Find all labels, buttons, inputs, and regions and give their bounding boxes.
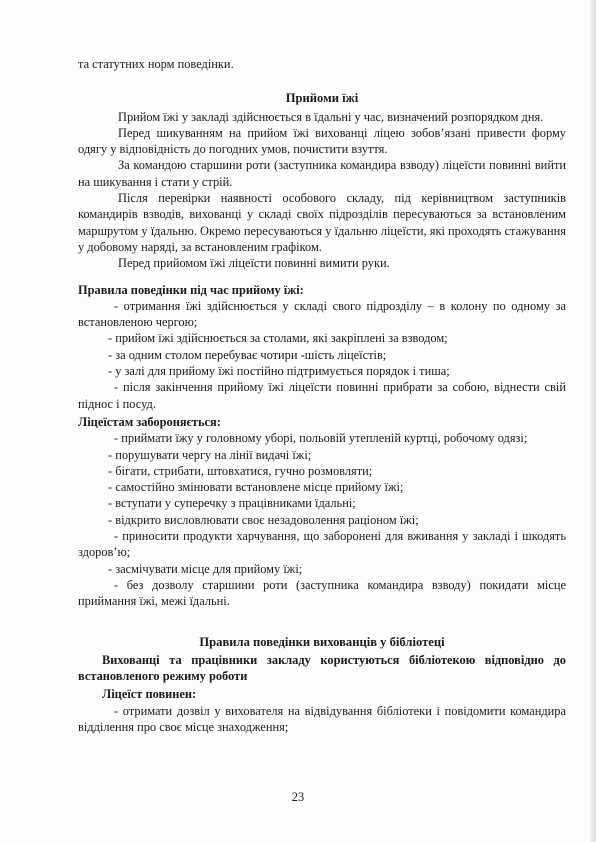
page-content: [78, 56, 566, 735]
meals-paragraph: Перед прийомом їжі ліцеїсти повинні вимити руки.: [118, 256, 390, 271]
page-number: 23: [291, 790, 305, 804]
meals-paragraph: Прийом їжі у закладі здійснюється в їдальні у час, визначений розпорядком дня.: [118, 109, 544, 124]
section-title-meals: Прийоми їжі: [285, 91, 359, 106]
meals-paragraph: Після перевірки наявності особового складу, під керівництвом заступників командирів взводів, вихованці у складі своїх підрозділів пересуваються за встановленим маршрутом у їдальню. Окремо пересуваються у їдальню ліцеїсти, які проходять стажування у добовому наряді, за встановленим графіком.: [78, 191, 566, 254]
rule-item: - у залі для прийому їжі постійно підтримується порядок і тиша;: [108, 364, 450, 379]
page-edge-shadow: [590, 0, 596, 842]
intro-line: та статутних норм поведінки.: [78, 57, 234, 71]
must-title: Ліцеїст повинен:: [102, 687, 197, 702]
forbidden-item: - приносити продукти харчування, що заборонені для вживання у закладі і шкодять здоров’ю;: [78, 529, 566, 560]
forbidden-item: - без дозволу старшини роти (заступника командира взводу) покидати місце приймання їжі, межі їдальні.: [78, 577, 566, 609]
forbidden-item: - бігати, стрибати, штовхатися, гучно розмовляти;: [108, 463, 373, 478]
forbidden-item: - вступати у суперечку з працівниками їдальні;: [108, 496, 356, 511]
rule-item: - отримання їжі здійснюється у складі свого підрозділу – в колону по одному за встановленою чергою;: [78, 298, 566, 330]
meals-paragraph: За командою старшини роти (заступника командира взводу) ліцеїсти повинні вийти на шикування і стати у стрій.: [78, 158, 566, 189]
rule-item: - після закінчення прийому їжі ліцеїсти повинні прибрати за собою, віднести свій піднос і посуд.: [78, 380, 566, 411]
forbidden-item: - приймати їжу у головному уборі, польовій утепленій куртці, робочому одязі;: [114, 431, 528, 446]
library-intro: Вихованці та працівники закладу користуються бібліотекою відповідно до встановленого режиму роботи: [78, 652, 566, 684]
forbidden-item: - порушувати чергу на лінії видачі їжі;: [108, 447, 312, 462]
forbidden-title: Ліцеїстам забороняється:: [78, 414, 221, 429]
forbidden-item: - засмічувати місце для прийому їжі;: [108, 561, 303, 576]
section-title-eating-rules: Правила поведінки під час прийому їжі:: [78, 282, 304, 297]
library-item: - отримати дозвіл у вихователя на відвідування бібліотеки і повідомити командира відділення про своє місце знаходження;: [78, 703, 566, 734]
meals-paragraph: Перед шикуванням на прийом їжі вихованці ліцею зобов’язані привести форму одягу у відповідність до погодних умов, почистити взуття.: [78, 125, 566, 157]
section-title-library: Правила поведінки вихованців у бібліотеці: [199, 634, 445, 649]
forbidden-item: - самостійно змінювати встановлене місце прийому їжі;: [108, 480, 404, 495]
forbidden-item: - відкрито висловлювати своє незадоволення раціоном їжі;: [108, 512, 419, 527]
rule-item: - за одним столом перебуває чотири -шість ліцеїстів;: [108, 347, 387, 362]
rule-item: - прийом їжі здійснюється за столами, які закріплені за взводом;: [108, 331, 448, 346]
